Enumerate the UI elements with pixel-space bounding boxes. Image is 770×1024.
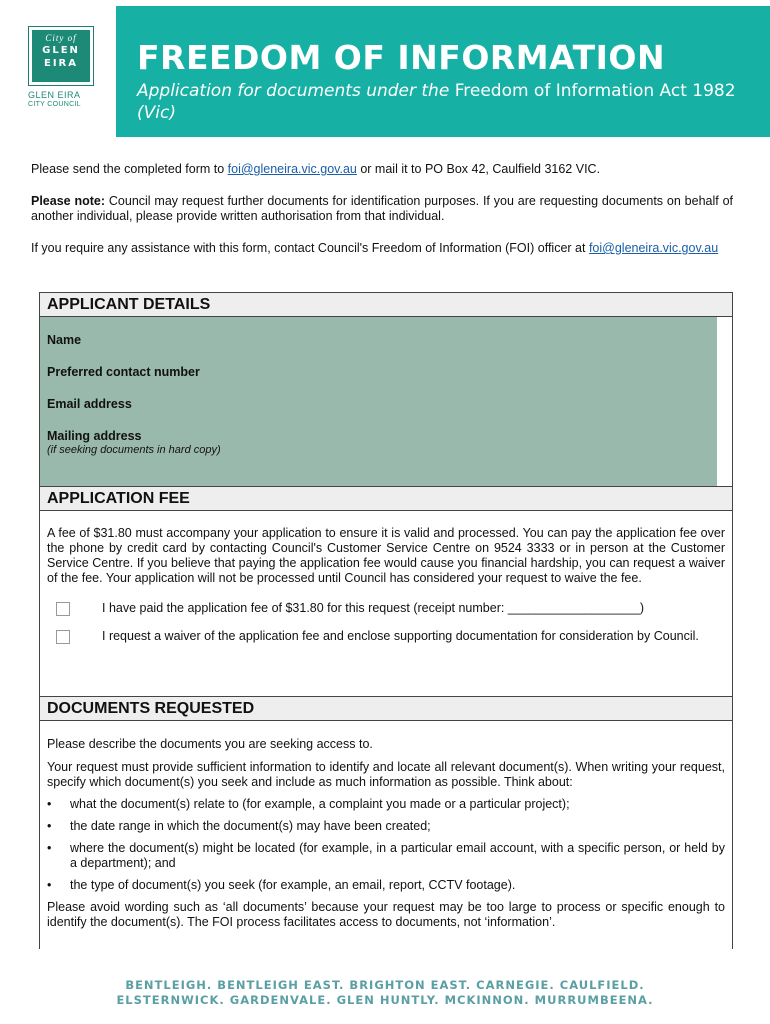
foi-email-link[interactable]: foi@gleneira.vic.gov.au <box>227 162 357 176</box>
footer-line-2: ELSTERNWICK. GARDENVALE. GLEN HUNTLY. MCKINNON. MURRUMBEENA. <box>116 993 654 1007</box>
list-item <box>47 819 725 834</box>
send-prefix: Please send the completed form to <box>31 162 225 176</box>
mailing-address-note: (if seeking documents in hard copy) <box>47 444 221 456</box>
send-instructions <box>31 162 733 177</box>
bullet-icon: • <box>47 819 52 833</box>
applicant-details-heading: APPLICANT DETAILS <box>40 293 732 317</box>
logo-caption-2: CITY COUNCIL <box>28 101 81 108</box>
wording-advice: Please avoid wording such as ‘all documents’ because your request may be too large to process or specific enough to identify the document(s). The FOI process facilitates access to documents, not ‘information’. <box>47 900 725 929</box>
subtitle-italic-1: Application for documents under the <box>137 81 450 101</box>
list-item-text: the type of document(s) you seek (for example, an email, report, CCTV footage). <box>70 878 516 892</box>
fee-paid-checkbox[interactable] <box>56 602 70 616</box>
list-item <box>47 841 725 871</box>
documents-requested-section <box>39 696 733 949</box>
logo-badge <box>32 30 90 82</box>
mailing-address-label: Mailing address <box>47 429 142 443</box>
assist-text: If you require any assistance with this form, contact Council's Freedom of Information (FOI) officer at <box>31 241 586 255</box>
subtitle-italic-2: (Vic) <box>137 103 176 123</box>
logo-line-1: City of <box>45 33 77 43</box>
fee-waiver-label: I request a waiver of the application fee and enclose supporting documentation for consideration by Council. <box>102 629 699 643</box>
fee-waiver-checkbox[interactable] <box>56 630 70 644</box>
logo-caption-1: GLEN EIRA <box>28 90 81 100</box>
send-suffix: or mail it to PO Box 42, Caulfield 3162 VIC. <box>360 162 601 176</box>
documents-guidance: Your request must provide sufficient information to identify and locate all relevant document(s). When writing your request, specify which document(s) you seek and include as much information as possible. Think about: <box>47 760 725 789</box>
page-title: FREEDOM OF INFORMATION <box>137 38 666 77</box>
documents-requested-heading: DOCUMENTS REQUESTED <box>40 697 732 721</box>
note-label: Please note: <box>31 194 106 208</box>
footer-line-1: BENTLEIGH. BENTLEIGH EAST. BRIGHTON EAST. CARNEGIE. CAULFIELD. <box>125 978 645 992</box>
council-logo <box>28 26 94 86</box>
applicant-fields[interactable] <box>40 317 717 488</box>
think-about-list <box>47 797 725 893</box>
list-item-text: what the document(s) relate to (for example, a complaint you made or a particular project); <box>70 797 570 811</box>
applicant-details-section <box>39 292 733 487</box>
name-label: Name <box>47 333 82 347</box>
please-note <box>31 194 733 224</box>
bullet-icon: • <box>47 841 52 855</box>
assist-email-link[interactable]: foi@gleneira.vic.gov.au <box>588 241 719 255</box>
list-item-text: the date range in which the document(s) may have been created; <box>70 819 431 833</box>
logo-line-2: GLEN <box>42 45 80 56</box>
fee-waiver-option <box>47 629 725 644</box>
list-item <box>47 797 725 812</box>
fee-description: A fee of $31.80 must accompany your application to ensure it is valid and processed. You can pay the application fee over the phone by credit card by contacting Council's Customer Service Centre on 9524 3333 or in person at the Customer Service Centre. If you believe that paying the application fee would cause you financial hardship, you can request a waiver of the fee. Your application will not be processed until Council has considered your request to waive the fee. <box>47 526 725 585</box>
logo-line-3: EIRA <box>44 58 78 69</box>
documents-intro: Please describe the documents you are seeking access to. <box>47 737 373 751</box>
application-fee-heading: APPLICATION FEE <box>40 487 732 511</box>
assistance-text <box>31 241 733 256</box>
page-subtitle <box>137 80 750 124</box>
list-item <box>47 878 725 893</box>
logo-caption <box>28 91 108 109</box>
fee-paid-option <box>47 601 725 616</box>
contact-number-label: Preferred contact number <box>47 365 200 379</box>
email-address-label: Email address <box>47 397 132 411</box>
list-item-text: where the document(s) might be located (for example, in a particular email account, with a specific person, or held by a department); and <box>70 841 725 870</box>
note-text: Council may request further documents for identification purposes. If you are requesting documents on behalf of another individual, please provide written authorisation from that individual. <box>31 194 734 223</box>
header-banner <box>116 6 770 137</box>
application-fee-section <box>39 486 733 697</box>
bullet-icon: • <box>47 878 52 892</box>
bullet-icon: • <box>47 797 52 811</box>
footer-suburbs <box>0 978 770 1008</box>
fee-paid-label: I have paid the application fee of $31.80 for this request (receipt number: ___________________) <box>102 601 645 615</box>
subtitle-act-name: Freedom of Information Act 1982 <box>454 81 736 101</box>
